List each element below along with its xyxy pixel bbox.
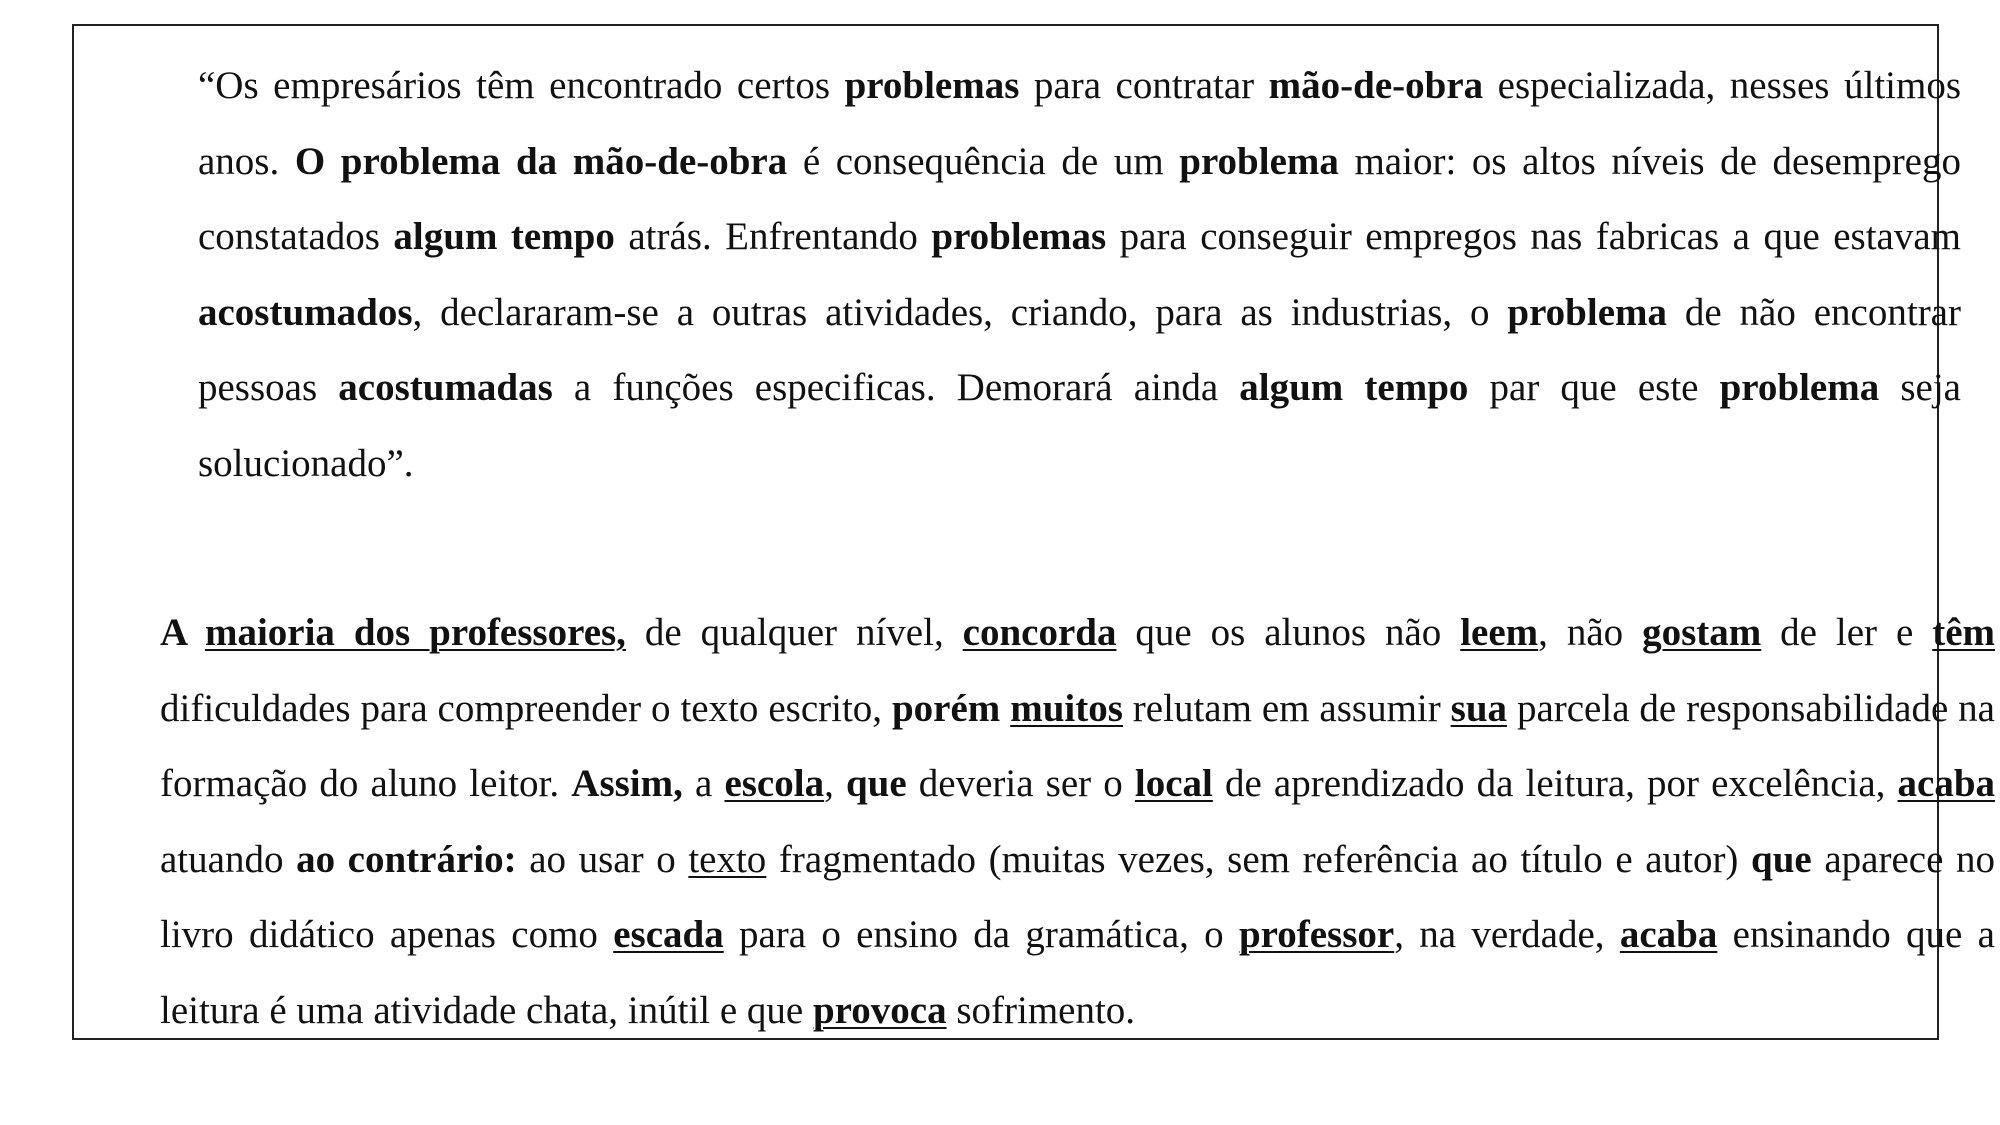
quote-segment-text: “Os empresários têm encontrado certos (198, 64, 845, 107)
teachers-segment-text: que os alunos não (1116, 611, 1461, 654)
quote-segment-text: especializada, nesses últimos anos. (198, 64, 1962, 183)
teachers-segment-emphasis: têm (1932, 611, 1996, 654)
paragraph-teachers (160, 595, 1995, 1049)
teachers-segment-emphasis: acaba (1619, 913, 1718, 957)
quote-segment-text: maior: os altos níveis de desemprego constatados (198, 139, 1961, 259)
quote-segment-text: para contratar (1019, 64, 1269, 107)
teachers-segment-emphasis: local (1134, 762, 1213, 806)
teachers-segment-text: ensinando que a leitura é uma atividade chata, inútil e que (160, 913, 1995, 1032)
teachers-segment-emphasis: porém (891, 686, 1001, 730)
teachers-segment-emphasis: texto (688, 837, 767, 881)
teachers-segment-emphasis: ao contrário: (296, 837, 517, 881)
teachers-segment-emphasis: gostam (1642, 611, 1762, 654)
teachers-segment-text: de qualquer nível, (625, 611, 963, 654)
quote-segment-emphasis: acostumadas (338, 366, 553, 410)
teachers-segment-emphasis: Assim, (571, 762, 683, 806)
teachers-segment-emphasis: maioria dos professores, (204, 611, 626, 654)
teachers-segment-emphasis: que (845, 762, 907, 806)
teachers-segment-text: sofrimento. (946, 988, 1136, 1032)
quote-segment-emphasis: problemas (844, 64, 1020, 107)
quote-segment-text: de não encontrar pessoas (198, 290, 1961, 410)
teachers-segment-emphasis: acaba (1897, 762, 1996, 806)
teachers-segment-emphasis: provoca (812, 988, 947, 1032)
quote-segment-text: para conseguir empregos nas fabricas a que estavam (1106, 215, 1961, 259)
teachers-segment-text: de aprendizado da leitura, por excelência, (1212, 762, 1898, 806)
teachers-segment-text: parcela de responsabilidade na formação do aluno leitor. (160, 686, 1995, 806)
paragraph-quote (198, 48, 1961, 502)
quote-segment-emphasis: problema (1179, 139, 1339, 183)
teachers-segment-text: atuando (160, 837, 297, 881)
quote-segment-emphasis: algum tempo (1239, 366, 1469, 410)
quote-segment-emphasis: mão-de-obra (1268, 64, 1484, 107)
teachers-segment-emphasis: escada (613, 913, 724, 957)
teachers-segment-text: dificuldades para compreender o texto escrito, (160, 686, 892, 730)
teachers-segment-text (1000, 687, 1010, 730)
quote-segment-emphasis: problemas (931, 215, 1107, 259)
teachers-segment-text: , não (1538, 611, 1643, 654)
teachers-segment-text: para o ensino da gramática, o (723, 913, 1239, 957)
teachers-segment-text: de ler e (1761, 611, 1933, 654)
quote-segment-text: é consequência de um (787, 139, 1180, 183)
teachers-segment-text: deveria ser o (906, 762, 1135, 806)
teachers-segment-text: , na verdade, (1394, 913, 1620, 957)
teachers-segment-emphasis: escola (724, 762, 825, 806)
teachers-segment-text: fragmentado (muitas vezes, sem referência ao título e autor) (766, 837, 1752, 881)
teachers-segment-emphasis: A (160, 611, 205, 654)
teachers-segment-text: relutam em assumir (1122, 686, 1451, 730)
teachers-segment-emphasis: sua (1450, 686, 1508, 730)
quote-segment-text: seja solucionado”. (198, 366, 1961, 485)
quote-segment-text: a funções especificas. Demorará ainda (552, 366, 1240, 410)
teachers-segment-text: aparece no livro didático apenas como (160, 837, 1995, 957)
teachers-segment-text: a (682, 762, 725, 806)
quote-segment-text: par que este (1468, 366, 1720, 410)
quote-segment-emphasis: problema (1719, 366, 1880, 410)
teachers-segment-emphasis: que (1751, 837, 1812, 881)
teachers-segment-emphasis: professor (1238, 913, 1395, 957)
teachers-segment-emphasis: concorda (962, 611, 1117, 654)
quote-segment-emphasis: acostumados (198, 290, 413, 334)
quote-segment-emphasis: O problema da mão-de-obra (294, 139, 788, 183)
quote-segment-text: atrás. Enfrentando (614, 215, 932, 259)
teachers-segment-emphasis: leem (1460, 611, 1539, 654)
teachers-segment-text: ao usar o (516, 837, 689, 881)
text-box-frame (72, 24, 1996, 1040)
teachers-segment-text: , (824, 762, 846, 806)
quote-segment-emphasis: problema (1507, 290, 1667, 334)
teachers-segment-emphasis: muitos (1010, 686, 1123, 730)
quote-segment-emphasis: algum tempo (393, 215, 615, 259)
quote-segment-text: , declararam-se a outras atividades, criando, para as industrias, o (412, 290, 1508, 334)
